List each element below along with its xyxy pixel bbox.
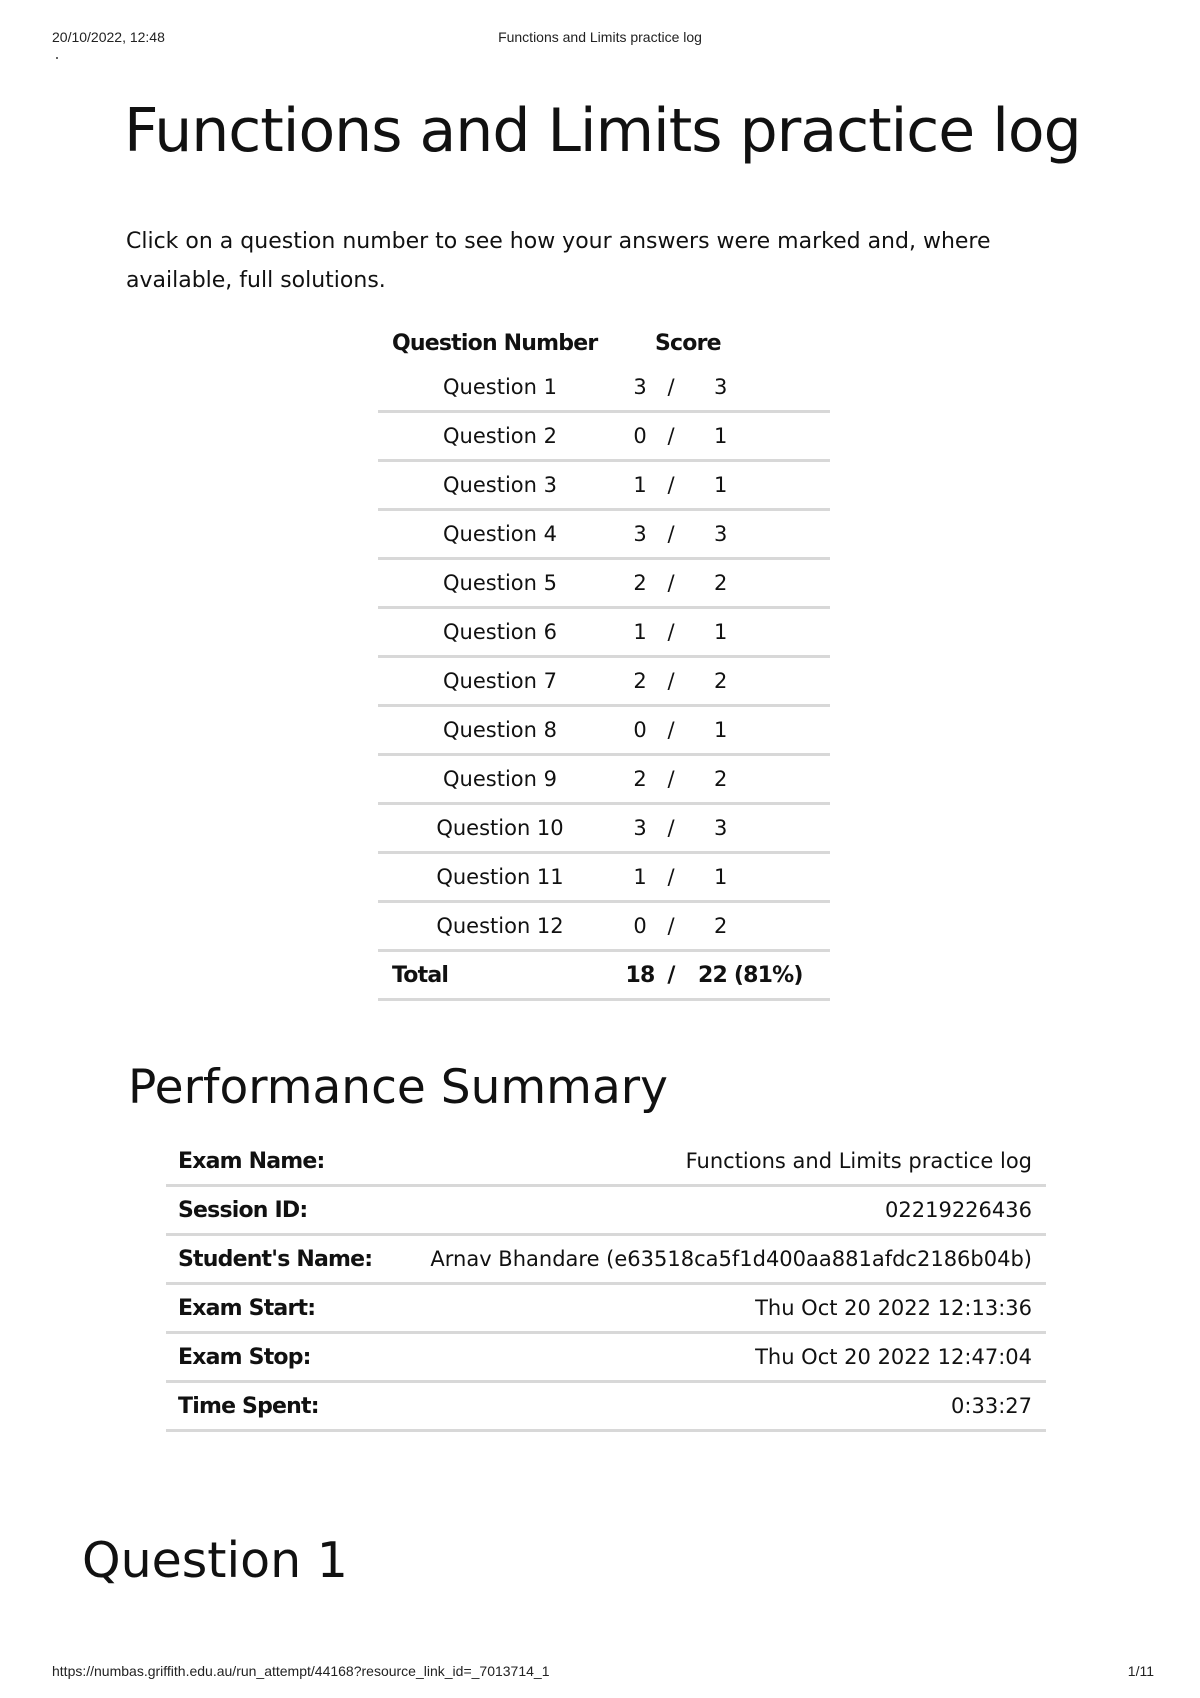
score-separator: / — [658, 510, 684, 559]
summary-key: Exam Stop: — [166, 1333, 384, 1382]
question-max-score: 2 — [684, 657, 830, 706]
question-max-score: 2 — [684, 559, 830, 608]
decorative-dot — [56, 57, 58, 59]
question-score: 1 — [622, 853, 658, 902]
page-url: https://numbas.griffith.edu.au/run_attempt/44168?resource_link_id=_7013714_1 — [52, 1663, 550, 1679]
question-max-score: 1 — [684, 706, 830, 755]
score-table — [378, 322, 830, 1001]
question-link[interactable]: Question 5 — [378, 559, 622, 608]
summary-value: Functions and Limits practice log — [384, 1138, 1046, 1186]
page-number: 1/11 — [1127, 1663, 1154, 1679]
question-link[interactable]: Question 1 — [378, 364, 622, 412]
question-score: 0 — [622, 706, 658, 755]
summary-value: 0:33:27 — [384, 1382, 1046, 1431]
table-row — [378, 706, 830, 755]
summary-key: Exam Name: — [166, 1138, 384, 1186]
question-max-score: 1 — [684, 412, 830, 461]
summary-key: Student's Name: — [166, 1235, 384, 1284]
table-row — [378, 608, 830, 657]
question-max-score: 1 — [684, 461, 830, 510]
summary-row-exam-start — [166, 1284, 1046, 1333]
summary-row-session-id — [166, 1186, 1046, 1235]
question-max-score: 3 — [684, 804, 830, 853]
summary-row-exam-stop — [166, 1333, 1046, 1382]
question-link[interactable]: Question 6 — [378, 608, 622, 657]
question-max-score: 2 — [684, 755, 830, 804]
score-separator: / — [658, 412, 684, 461]
question-link[interactable]: Question 9 — [378, 755, 622, 804]
score-separator: / — [658, 755, 684, 804]
question-max-score: 1 — [684, 608, 830, 657]
question-score: 1 — [622, 461, 658, 510]
table-row — [378, 364, 830, 412]
score-separator: / — [658, 364, 684, 412]
score-separator: / — [658, 608, 684, 657]
table-row — [378, 510, 830, 559]
summary-row-exam-name — [166, 1138, 1046, 1186]
question-score: 2 — [622, 559, 658, 608]
score-separator: / — [658, 657, 684, 706]
table-row — [378, 804, 830, 853]
question-score: 3 — [622, 510, 658, 559]
table-row — [378, 853, 830, 902]
question-link[interactable]: Question 3 — [378, 461, 622, 510]
header-question-number: Question Number — [392, 330, 598, 356]
score-separator: / — [658, 853, 684, 902]
question-score: 3 — [622, 804, 658, 853]
question-link[interactable]: Question 12 — [378, 902, 622, 951]
total-score: 18 — [622, 951, 658, 1000]
table-row — [378, 461, 830, 510]
total-max-score: 22 (81%) — [684, 951, 830, 1000]
performance-summary-title: Performance Summary — [128, 1060, 668, 1115]
print-datetime: 20/10/2022, 12:48 — [52, 29, 165, 45]
summary-value: Thu Oct 20 2022 12:13:36 — [384, 1284, 1046, 1333]
table-row — [378, 902, 830, 951]
question-max-score: 3 — [684, 510, 830, 559]
summary-row-student-name — [166, 1235, 1046, 1284]
table-row — [378, 559, 830, 608]
summary-value: 02219226436 — [384, 1186, 1046, 1235]
question-score: 0 — [622, 902, 658, 951]
question-score: 0 — [622, 412, 658, 461]
intro-text: Click on a question number to see how your answers were marked and, where available, full solutions. — [126, 229, 991, 293]
print-title: Functions and Limits practice log — [498, 29, 702, 45]
print-header — [0, 29, 1200, 49]
page-title: Functions and Limits practice log — [124, 96, 1081, 166]
score-separator: / — [658, 804, 684, 853]
score-separator: / — [658, 706, 684, 755]
question-score: 3 — [622, 364, 658, 412]
score-table-header — [378, 322, 830, 364]
table-row — [378, 755, 830, 804]
summary-key: Time Spent: — [166, 1382, 384, 1431]
print-footer — [0, 1663, 1200, 1683]
total-label: Total — [378, 951, 622, 1000]
summary-row-time-spent — [166, 1382, 1046, 1431]
performance-summary-table — [166, 1138, 1046, 1432]
table-row — [378, 412, 830, 461]
summary-value: Thu Oct 20 2022 12:47:04 — [384, 1333, 1046, 1382]
question-max-score: 3 — [684, 364, 830, 412]
question-link[interactable]: Question 11 — [378, 853, 622, 902]
score-separator: / — [658, 461, 684, 510]
question-link[interactable]: Question 4 — [378, 510, 622, 559]
question-score: 1 — [622, 608, 658, 657]
question-max-score: 1 — [684, 853, 830, 902]
question-max-score: 2 — [684, 902, 830, 951]
summary-key: Session ID: — [166, 1186, 384, 1235]
question-link[interactable]: Question 7 — [378, 657, 622, 706]
table-row — [378, 657, 830, 706]
score-separator: / — [658, 951, 684, 1000]
question-link[interactable]: Question 10 — [378, 804, 622, 853]
score-table-body — [378, 364, 830, 1000]
summary-value: Arnav Bhandare (e63518ca5f1d400aa881afdc2186b04b) — [384, 1235, 1046, 1284]
score-separator: / — [658, 902, 684, 951]
question-heading: Question 1 — [82, 1532, 348, 1589]
question-score: 2 — [622, 755, 658, 804]
header-score: Score — [655, 330, 721, 356]
question-link[interactable]: Question 8 — [378, 706, 622, 755]
total-row — [378, 951, 830, 1000]
summary-key: Exam Start: — [166, 1284, 384, 1333]
score-separator: / — [658, 559, 684, 608]
question-score: 2 — [622, 657, 658, 706]
question-link[interactable]: Question 2 — [378, 412, 622, 461]
